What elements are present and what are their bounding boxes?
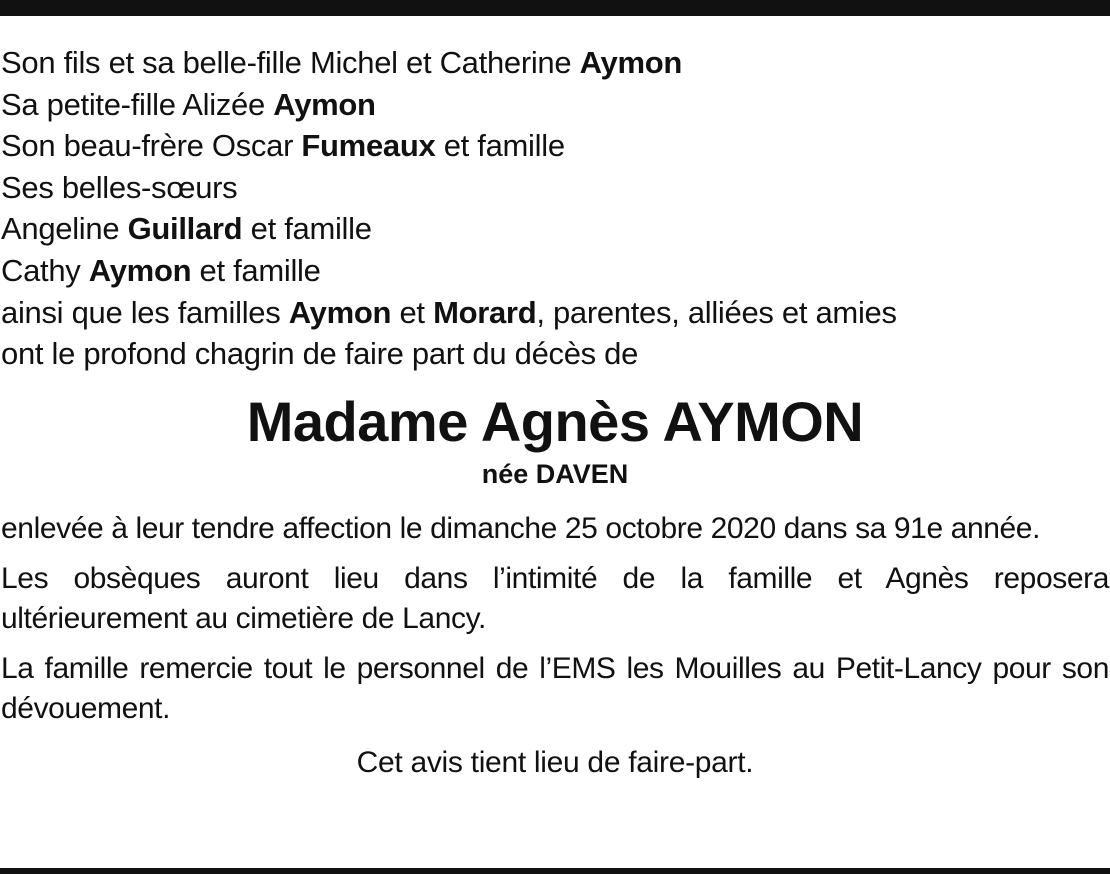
- text: et famille: [242, 211, 372, 247]
- announcement-line: ont le profond chagrin de faire part du décès de: [1, 336, 639, 372]
- mourner-line: [1, 292, 1109, 334]
- text: Angeline: [1, 211, 128, 247]
- text: Son fils et sa belle-fille Michel et Catherine: [1, 45, 580, 80]
- paragraph-thanks: La famille remercie tout le personnel de l’EMS les Mouilles au Petit-Lancy pour son dévouement.: [1, 651, 1109, 725]
- mourners-list: [1, 42, 1109, 375]
- bottom-rule: [0, 868, 1110, 874]
- paragraph-death: enlevée à leur tendre affection le dimanche 25 octobre 2020 dans sa 91e année.: [1, 511, 1041, 545]
- mourner-line: [1, 42, 1109, 84]
- mourner-line: [1, 125, 1109, 167]
- surname: Aymon: [273, 86, 376, 122]
- mourner-line: Ses belles-sœurs: [1, 169, 238, 205]
- text: ainsi que les familles: [1, 294, 289, 330]
- text: et famille: [191, 252, 321, 288]
- text: et: [391, 294, 434, 330]
- text: Sa petite-fille Alizée: [1, 86, 274, 122]
- closing-note: Cet avis tient lieu de faire-part.: [356, 745, 754, 779]
- deceased-name: Madame Agnès AYMON: [246, 389, 864, 453]
- birth-name: née DAVEN: [481, 458, 629, 489]
- surname: Aymon: [88, 252, 192, 288]
- paragraph-funeral: Les obsèques auront lieu dans l’intimité de la famille et Agnès reposera ultérieurement au cimetière de Lancy.: [1, 561, 1109, 635]
- mourner-line: [1, 250, 1109, 292]
- deceased-block: [1, 389, 1109, 489]
- surname: Guillard: [127, 211, 243, 247]
- text: Cathy: [1, 252, 89, 288]
- surname: Morard: [433, 294, 537, 330]
- top-rule: [0, 0, 1110, 16]
- mourner-line: [1, 208, 1109, 250]
- surname: Aymon: [288, 294, 392, 330]
- text: Son beau-frère Oscar: [1, 128, 302, 164]
- obituary-notice: [1, 42, 1109, 783]
- mourner-line: [1, 84, 1109, 126]
- text: et famille: [435, 128, 565, 164]
- surname: Fumeaux: [301, 128, 436, 164]
- text: , parentes, alliées et amies: [536, 294, 897, 330]
- surname: Aymon: [579, 45, 683, 80]
